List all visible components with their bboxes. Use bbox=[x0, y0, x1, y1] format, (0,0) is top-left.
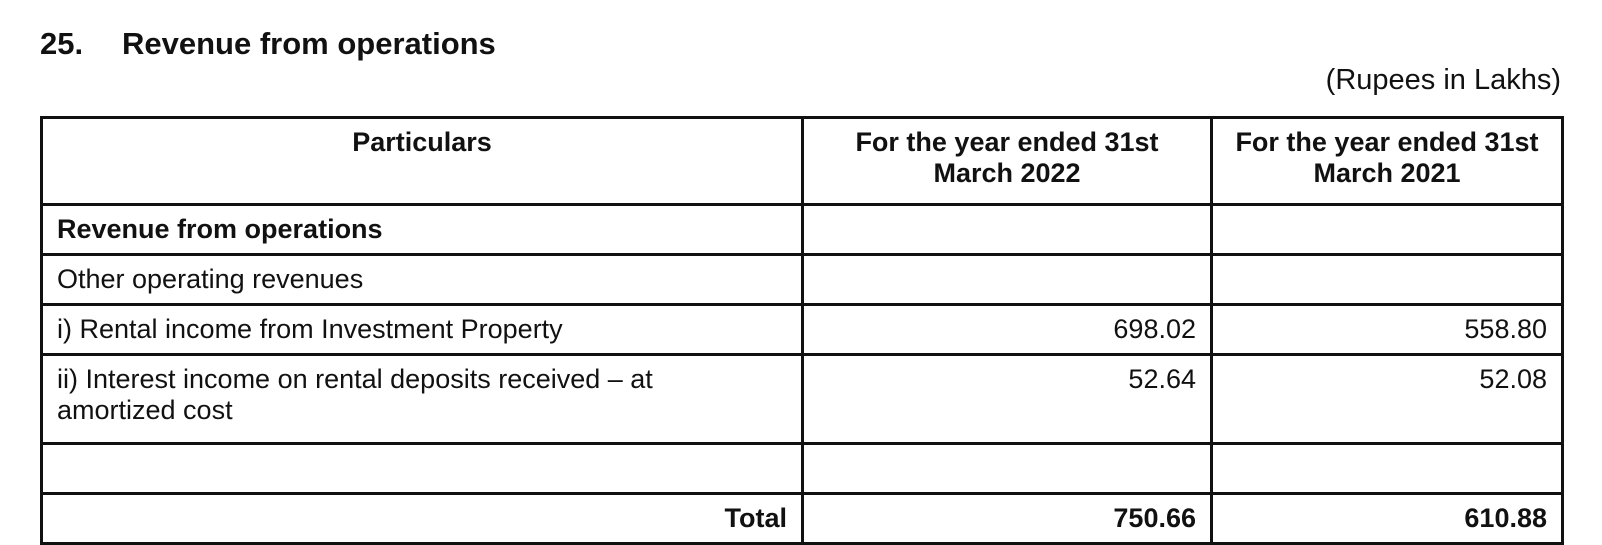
total-label: Total bbox=[42, 494, 803, 544]
header-fy2021: For the year ended 31st March 2021 bbox=[1212, 118, 1563, 205]
note-heading bbox=[40, 26, 496, 62]
header-fy2022: For the year ended 31st March 2022 bbox=[803, 118, 1212, 205]
table-header-row bbox=[42, 118, 1563, 205]
row-fy2021-value bbox=[1212, 255, 1563, 305]
table-row bbox=[42, 355, 1563, 444]
row-fy2021-value: 558.80 bbox=[1212, 305, 1563, 355]
row-fy2021-value bbox=[1212, 444, 1563, 494]
row-particular: Other operating revenues bbox=[42, 255, 803, 305]
row-particular: i) Rental income from Investment Property bbox=[42, 305, 803, 355]
row-fy2022-value bbox=[803, 255, 1212, 305]
row-fy2022-value bbox=[803, 444, 1212, 494]
row-fy2021-value bbox=[1212, 205, 1563, 255]
total-fy2021-value: 610.88 bbox=[1212, 494, 1563, 544]
row-particular: Revenue from operations bbox=[42, 205, 803, 255]
row-fy2022-value bbox=[803, 205, 1212, 255]
row-fy2022-value: 698.02 bbox=[803, 305, 1212, 355]
note-title: Revenue from operations bbox=[122, 26, 496, 61]
header-particulars: Particulars bbox=[42, 118, 803, 205]
currency-unit-note: (Rupees in Lakhs) bbox=[1325, 64, 1561, 96]
total-fy2022-value: 750.66 bbox=[803, 494, 1212, 544]
row-fy2021-value: 52.08 bbox=[1212, 355, 1563, 444]
row-fy2022-value: 52.64 bbox=[803, 355, 1212, 444]
row-particular bbox=[42, 444, 803, 494]
row-particular: ii) Interest income on rental deposits received – at amortized cost bbox=[42, 355, 803, 444]
note-number: 25. bbox=[40, 26, 84, 61]
table-row bbox=[42, 205, 1563, 255]
table-row bbox=[42, 305, 1563, 355]
table-row bbox=[42, 255, 1563, 305]
total-row bbox=[42, 494, 1563, 544]
revenue-table bbox=[40, 116, 1564, 545]
table-row bbox=[42, 444, 1563, 494]
